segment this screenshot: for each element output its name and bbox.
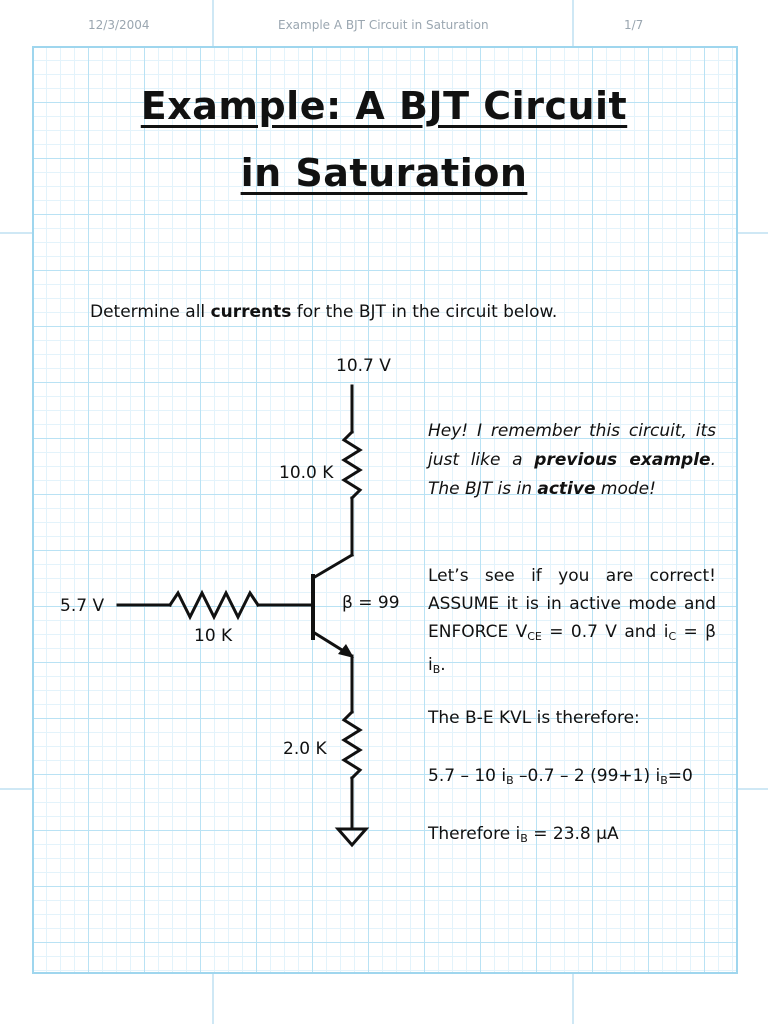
header-date: 12/3/2004 (88, 18, 150, 32)
kvl-equation: 5.7 – 10 $i_B$ –0.7 – 2 (99+1) $i_B=0$ (428, 766, 693, 787)
collector-lead (313, 555, 352, 578)
beta-label: β = 99 (342, 593, 400, 613)
input-voltage-label: 5.7 V (60, 596, 105, 616)
header-title: Example A BJT Circuit in Saturation (278, 18, 489, 32)
base-resistor (170, 593, 258, 617)
emitter-resistor-label: 2.0 K (283, 739, 327, 759)
header-page-number: 1/7 (624, 18, 644, 32)
base-current-result: Therefore $i_B = 23.8$ μA (428, 824, 619, 845)
supply-voltage-label: 10.7 V (336, 356, 391, 376)
note-previous-example: Hey! I remember this circuit, its just like a previous example. The BJT is in active mode! (428, 421, 716, 499)
ground-icon (338, 829, 366, 845)
note-assume-active: Let’s see if you are correct! ASSUME it is in active mode and ENFORCE $V_{CE} = 0.7$ V and $i_C = \beta$ $i_B$. (428, 566, 716, 676)
page-title-line1: Example: A BJT Circuit (140, 84, 628, 128)
intro-sentence: Determine all currents for the BJT in the circuit below. (90, 302, 558, 322)
kvl-statement: The B-E KVL is therefore: (428, 708, 640, 728)
emitter-arrow-icon (338, 644, 354, 658)
collector-resistor (344, 432, 360, 498)
page-title-line2: in Saturation (240, 151, 528, 195)
emitter-resistor (344, 712, 360, 778)
collector-resistor-label: 10.0 K (279, 463, 334, 483)
base-resistor-label: 10 K (194, 626, 233, 646)
